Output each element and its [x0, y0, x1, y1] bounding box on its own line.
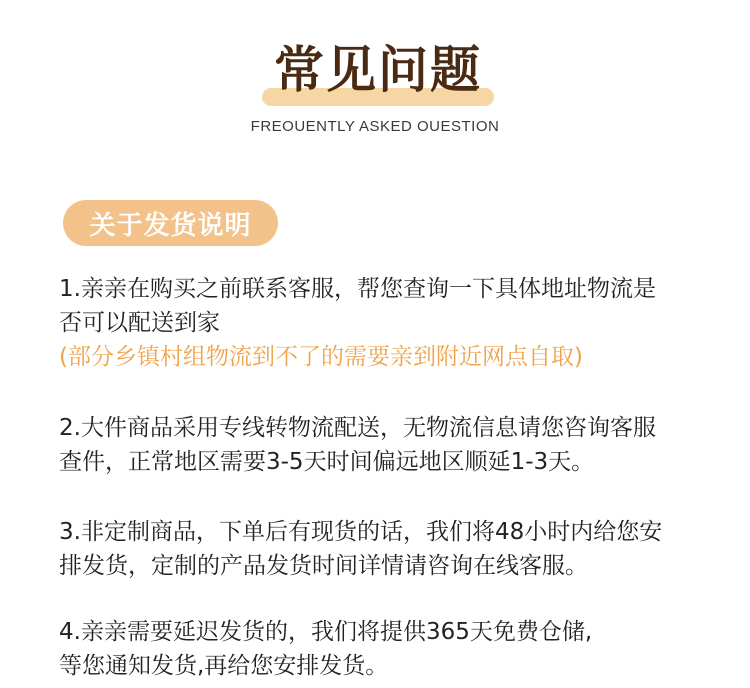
faq-item-2 — [59, 411, 699, 479]
title-block — [262, 38, 494, 108]
faq-line: 等您通知发货,再给您安排发货。 — [59, 653, 389, 679]
faq-note: (部分乡镇村组物流到不了的需要亲到附近网点自取) — [59, 344, 583, 370]
faq-item-4 — [59, 615, 699, 683]
faq-line: 排发货，定制的产品发货时间详情请咨询在线客服。 — [59, 553, 588, 579]
faq-line: 3.非定制商品，下单后有现货的话，我们将48小时内给您安 — [59, 519, 663, 545]
faq-line: 1.亲亲在购买之前联系客服，帮您查询一下具体地址物流是 — [59, 276, 656, 302]
faq-line: 否可以配送到家 — [59, 310, 220, 336]
section-heading-label: 关于发货说明 — [89, 210, 252, 241]
page-title: 常见问题 — [274, 40, 482, 99]
faq-item-3 — [59, 515, 699, 583]
section-heading-pill — [63, 200, 278, 246]
faq-item-1 — [59, 272, 699, 374]
page-subtitle: FREOUENTLY ASKED OUESTION — [250, 118, 500, 135]
faq-line: 2.大件商品采用专线转物流配送，无物流信息请您咨询客服 — [59, 415, 656, 441]
faq-line: 查件，正常地区需要3-5天时间偏远地区顺延1-3天。 — [59, 449, 595, 475]
faq-line: 4.亲亲需要延迟发货的，我们将提供365天免费仓储, — [59, 619, 593, 645]
